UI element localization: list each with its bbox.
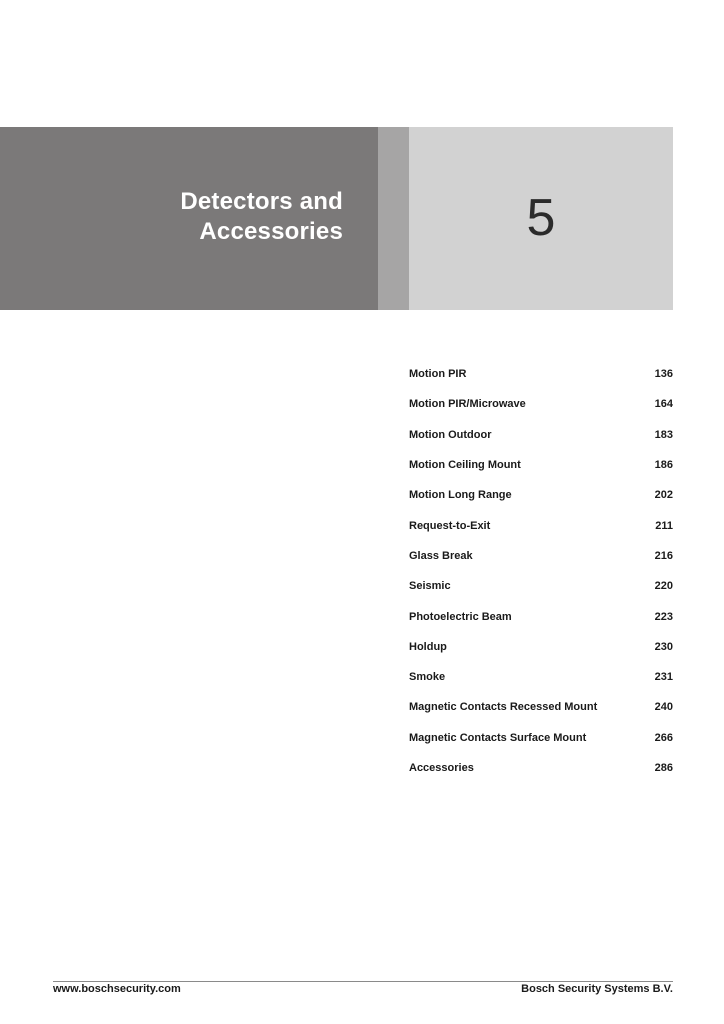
toc-item-page: 136	[654, 368, 673, 381]
toc-item-photoelectric-beam[interactable]	[409, 601, 673, 631]
toc-item-motion-long-range[interactable]	[409, 480, 673, 510]
footer-divider	[53, 981, 673, 982]
toc-item-label: Smoke	[409, 671, 446, 684]
toc-item-label: Magnetic Contacts Surface Mount	[409, 731, 587, 744]
toc-item-label: Motion PIR/Microwave	[409, 398, 526, 411]
toc-item-magnetic-contacts-recessed-mount[interactable]	[409, 692, 673, 722]
toc-item-seismic[interactable]	[409, 571, 673, 601]
chapter-number: 5	[526, 189, 556, 247]
toc-item-label: Accessories	[409, 762, 474, 774]
toc-item-page: 216	[654, 549, 673, 562]
toc-item-glass-break[interactable]	[409, 541, 673, 571]
chapter-title	[43, 187, 343, 247]
chapter-banner-divider	[378, 127, 409, 310]
toc-item-label: Motion Long Range	[409, 489, 512, 502]
chapter-title-line-1: Detectors and	[180, 188, 343, 215]
toc-item-smoke[interactable]	[409, 662, 673, 692]
toc-item-label: Motion PIR	[409, 368, 467, 381]
toc-item-label: Motion Ceiling Mount	[409, 459, 521, 472]
toc-item-label: Request-to-Exit	[409, 519, 491, 532]
toc-item-page: 211	[655, 519, 673, 532]
toc-item-page: 286	[654, 762, 673, 774]
toc-item-page: 240	[654, 701, 673, 714]
toc-item-label: Glass Break	[409, 549, 473, 562]
toc-item-magnetic-contacts-surface-mount[interactable]	[409, 723, 673, 753]
toc-item-label: Holdup	[409, 640, 447, 653]
toc-item-holdup[interactable]	[409, 632, 673, 662]
footer-website-link[interactable]: www.boschsecurity.com	[53, 983, 181, 995]
toc-item-label: Magnetic Contacts Recessed Mount	[409, 701, 598, 714]
table-of-contents	[409, 359, 673, 783]
toc-item-label: Seismic	[409, 580, 451, 593]
toc-item-page: 183	[654, 428, 673, 441]
toc-item-page: 231	[654, 671, 673, 684]
toc-item-page: 230	[654, 640, 673, 653]
toc-item-page: 164	[654, 398, 673, 411]
toc-item-page: 223	[654, 610, 673, 623]
toc-item-page: 186	[654, 459, 673, 472]
toc-item-page: 202	[654, 489, 673, 502]
toc-item-motion-pir[interactable]	[409, 359, 673, 389]
footer-company-name: Bosch Security Systems B.V.	[521, 983, 673, 995]
toc-item-page: 266	[654, 731, 673, 744]
toc-item-page: 220	[654, 580, 673, 593]
toc-item-request-to-exit[interactable]	[409, 510, 673, 540]
toc-item-label: Motion Outdoor	[409, 428, 492, 441]
toc-item-label: Photoelectric Beam	[409, 610, 512, 623]
toc-item-motion-pir-microwave[interactable]	[409, 389, 673, 419]
toc-item-motion-outdoor[interactable]	[409, 420, 673, 450]
chapter-title-line-2: Accessories	[199, 218, 343, 245]
toc-item-accessories[interactable]	[409, 753, 673, 783]
toc-item-motion-ceiling-mount[interactable]	[409, 450, 673, 480]
